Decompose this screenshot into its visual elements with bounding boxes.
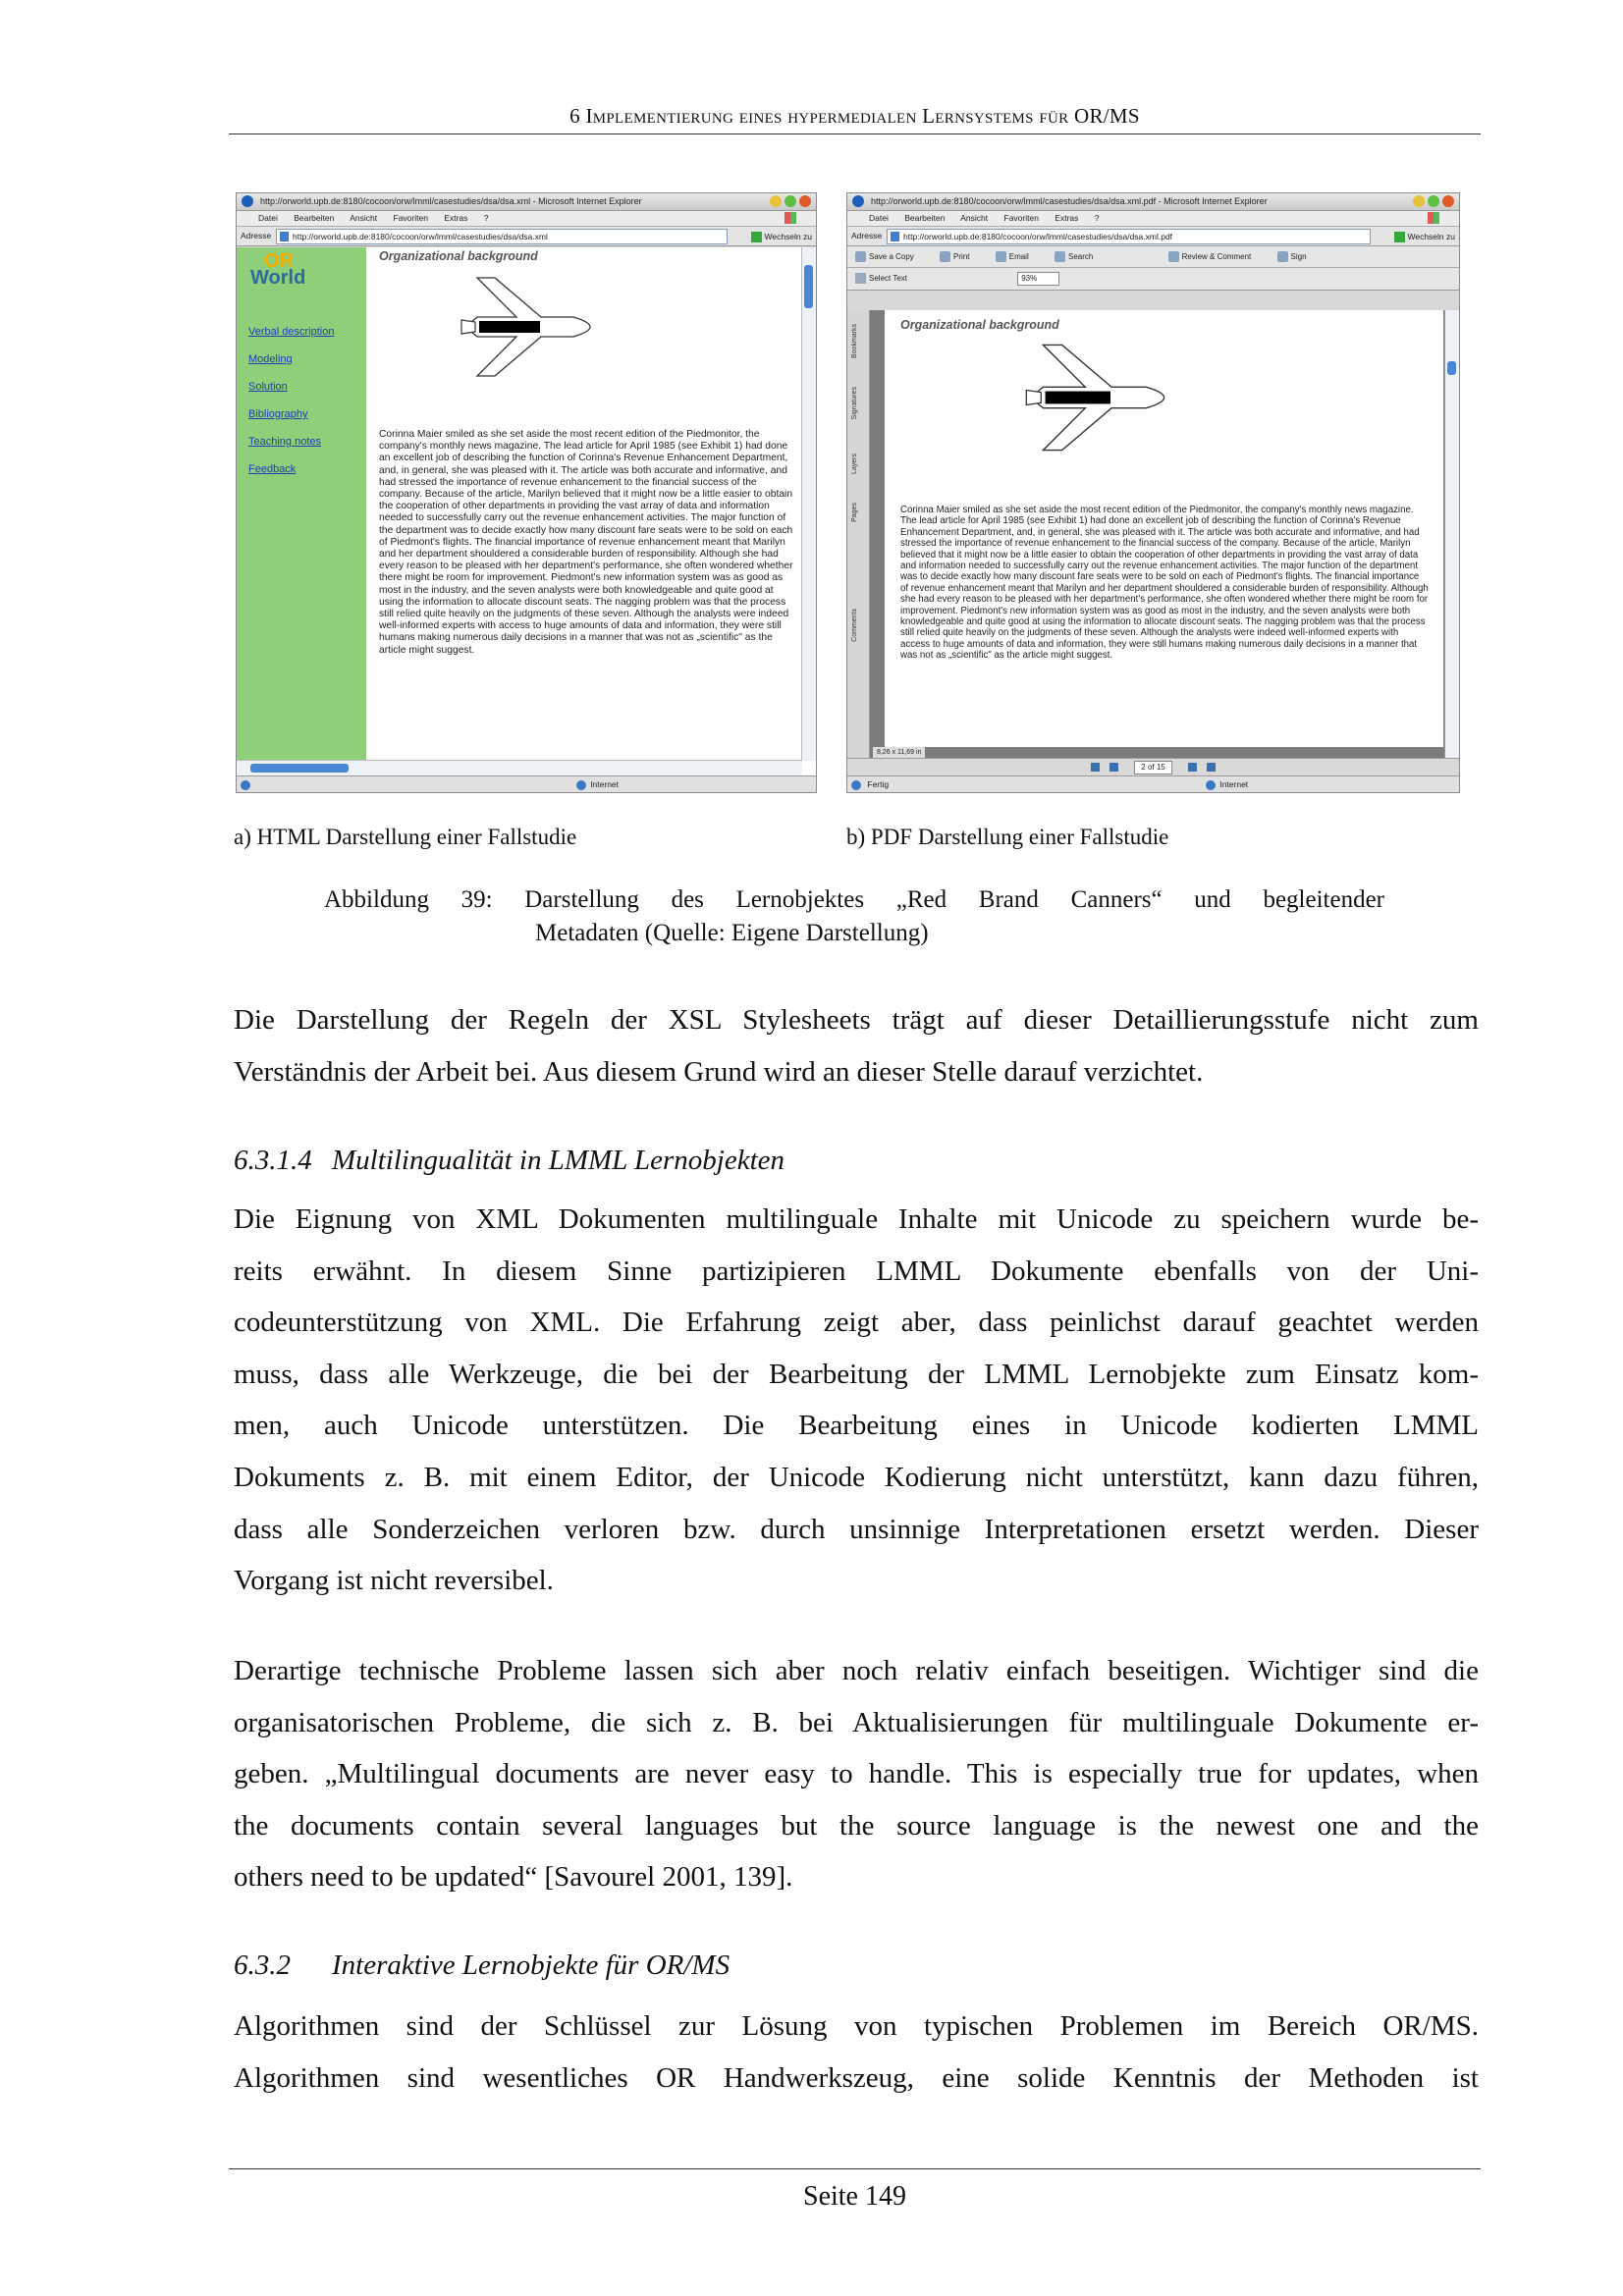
tab-signatures[interactable]: Signatures (851, 387, 858, 420)
menu-bearbeiten[interactable]: Bearbeiten (904, 213, 946, 223)
menu-favoriten[interactable]: Favoriten (393, 213, 428, 223)
page-footer (229, 2168, 1481, 2213)
orworld-sidebar (237, 247, 366, 761)
search-label: Search (1067, 252, 1094, 261)
logo-or: OR (264, 250, 294, 272)
page-size-info: 8,26 x 11,69 in (873, 747, 925, 759)
paragraph-organizational (234, 1645, 1479, 1903)
tab-layers[interactable]: Layers (851, 454, 858, 475)
menu-help[interactable]: ? (483, 213, 489, 223)
email-label: Email (1008, 252, 1029, 261)
menu-extras[interactable]: Extras (1055, 213, 1079, 223)
doc-title: Organizational background (379, 249, 538, 263)
zone-label (572, 776, 619, 792)
pdf-view-screenshot (846, 192, 1460, 793)
html-page-body (237, 247, 816, 776)
pdf-page (885, 310, 1443, 747)
select-text-button[interactable] (855, 274, 907, 283)
paragraph-xsl (234, 994, 1479, 1097)
browser-menubar (237, 211, 816, 227)
text-line: the documents contain several languages but the source language is the newest one and the (234, 1809, 1479, 1842)
text-line: geben. „Multilingual documents are never easy to handle. This is especially true for updates, when (234, 1758, 1479, 1790)
go-label: Wechseln zu (1407, 232, 1455, 241)
zoom-field[interactable]: 93% (1017, 272, 1059, 286)
menu-help[interactable]: ? (1094, 213, 1100, 223)
page-status-icon (241, 780, 250, 790)
running-header (229, 98, 1481, 134)
window-title: http://orworld.upb.de:8180/cocoon/orw/lmml/casestudies/dsa/dsa.xml.pdf - Microsoft Internet Explorer (871, 196, 1268, 206)
navigation-tabs (847, 310, 870, 759)
address-field[interactable] (887, 229, 1371, 244)
close-icon[interactable] (1442, 195, 1454, 207)
paragraph-multilingual (234, 1194, 1479, 1607)
address-value: http://orworld.upb.de:8180/cocoon/orw/lmml/casestudies/dsa/dsa.xml (293, 232, 548, 241)
window-title: http://orworld.upb.de:8180/cocoon/orw/lmml/casestudies/dsa/dsa.xml - Microsoft Internet Explorer (260, 196, 642, 206)
hand-tool-icon (855, 273, 866, 284)
status-text: Fertig (867, 779, 890, 789)
sidebar-links (248, 318, 334, 483)
address-field[interactable] (276, 229, 728, 244)
text-line: men, auch Unicode unterstützen. Die Bearbeitung eines in Unicode kodierten LMML (234, 1410, 1479, 1442)
page-status-icon (851, 780, 861, 790)
pdf-page-content (900, 316, 1434, 332)
section-heading-6314 (234, 1145, 784, 1177)
email-button[interactable] (996, 252, 1041, 261)
email-icon (996, 251, 1006, 262)
review-icon (1168, 251, 1179, 262)
sign-label: Sign (1290, 252, 1307, 261)
menu-favoriten[interactable]: Favoriten (1003, 213, 1039, 223)
windows-flag-icon (784, 212, 796, 224)
text-line: Verständnis der Arbeit bei. Aus diesem Grund wird an dieser Stelle darauf verzichtet. (234, 1055, 1204, 1088)
print-label: Print (953, 252, 970, 261)
running-header-text (229, 104, 1481, 129)
menu-extras[interactable]: Extras (444, 213, 468, 223)
go-arrow-icon (1394, 232, 1405, 242)
close-icon[interactable] (799, 195, 811, 207)
section-number: 6.3.1.4 (234, 1145, 312, 1176)
link-feedback[interactable]: Feedback (248, 463, 297, 475)
menu-datei[interactable]: Datei (258, 213, 278, 223)
address-bar (847, 227, 1459, 246)
figure-caption (324, 883, 1384, 950)
menu-ansicht[interactable]: Ansicht (350, 213, 378, 223)
section-heading-632 (234, 1949, 730, 1982)
windows-flag-icon (1428, 212, 1439, 224)
text-line: Algorithmen sind wesentliches OR Handwerkszeug, eine solide Kenntnis der Methoden ist (234, 2061, 1479, 2094)
link-teaching-notes[interactable]: Teaching notes (248, 436, 321, 448)
minimize-icon[interactable] (1413, 195, 1425, 207)
address-bar (237, 227, 816, 246)
minimize-icon[interactable] (770, 195, 782, 207)
menu-datei[interactable]: Datei (869, 213, 889, 223)
zone-text: Internet (1219, 779, 1249, 789)
text-line: Derartige technische Probleme lassen sich aber noch relativ einfach beseitigen. Wichtiger sind die (234, 1655, 1479, 1686)
logo-world: World (250, 267, 306, 289)
acrobat-toolbar-2 (847, 268, 1459, 291)
airplane-diagram (458, 273, 595, 381)
airplane-diagram (1022, 340, 1169, 455)
ie-logo-icon (852, 195, 864, 207)
paragraph-algorithms (234, 2001, 1479, 2104)
scroll-thumb[interactable] (1447, 361, 1456, 375)
scroll-thumb[interactable] (250, 764, 349, 773)
go-label: Wechseln zu (764, 232, 812, 241)
go-arrow-icon (751, 232, 762, 242)
browser-titlebar (847, 193, 1459, 211)
horizontal-scrollbar[interactable] (237, 760, 802, 776)
section-number: 6.3.2 (234, 1949, 291, 1981)
text-line: Algorithmen sind der Schlüssel zur Lösung von typischen Problemen im Bereich OR/MS. (234, 2010, 1479, 2042)
link-solution[interactable]: Solution (248, 381, 288, 393)
go-button[interactable] (1394, 228, 1455, 246)
zone-text: Internet (590, 779, 620, 789)
acrobat-toolbar (847, 246, 1459, 268)
search-icon (1055, 251, 1065, 262)
browser-titlebar (237, 193, 816, 211)
doc-title: Organizational background (900, 318, 1059, 332)
text-line: Die Darstellung der Regeln der XSL Stylesheets trägt auf dieser Detaillierungsstufe nicht zum (234, 1004, 1479, 1036)
html-view-screenshot (236, 192, 817, 793)
ie-logo-icon (242, 195, 253, 207)
link-verbal-description[interactable]: Verbal description (248, 326, 335, 338)
search-button[interactable] (1055, 252, 1105, 261)
menu-ansicht[interactable]: Ansicht (960, 213, 989, 223)
scroll-thumb[interactable] (804, 265, 813, 308)
browser-menubar (847, 211, 1459, 227)
print-icon (940, 251, 950, 262)
page-icon (891, 232, 899, 241)
address-label: Adresse (851, 231, 883, 240)
internet-zone-icon (1206, 780, 1216, 790)
page-icon (280, 232, 289, 241)
text-line: Dokuments z. B. mit einem Editor, der Unicode Kodierung nicht unterstützt, kann dazu führen, (234, 1461, 1479, 1493)
chapter-title: Implementierung eines hypermedialen Lernsystems für OR/MS (585, 104, 1140, 128)
statusbar (847, 775, 1459, 792)
text-line: others need to be updated“ [Savourel 2001, 139]. (234, 1861, 793, 1894)
subcaption-a: a) HTML Darstellung einer Fallstudie (234, 825, 577, 849)
tab-comments[interactable]: Comments (851, 609, 858, 642)
statusbar (237, 775, 816, 792)
subcaption-b: b) PDF Darstellung einer Fallstudie (846, 825, 1169, 849)
window-buttons (1410, 195, 1454, 211)
text-line: reits erwähnt. In diesem Sinne partizipieren LMML Dokumente ebenfalls von der Uni- (234, 1255, 1479, 1287)
page-navigation (847, 758, 1459, 775)
next-page-icon[interactable] (1188, 763, 1197, 772)
vertical-scrollbar[interactable] (1444, 310, 1459, 759)
case-study-text: Corinna Maier smiled as she set aside the most recent edition of the Piedmonitor, the company's monthly news magazine. The lead article for April 1985 (see Exhibit 1) had done an excellent job of describing the function of Corinna's Revenue Enhancement Department, and, in general, she was pleased with it. The article was both accurate and informative, and had stressed the importance of revenue enhancement to the financial success of the company. Because of the article, Marilyn believed that it might now be a little easier to obtain the cooperation of other departments in providing the vast array of data and information needed to successfully carry out the revenue enhancement activities. The major function of the department was to decide exactly how many discount fare seats were to be sold on each of Piedmont's flights. The financial importance of revenue enhancement meant that Marilyn and her department shouldered a considerable burden of responsibility. Although she had every reason to be pleased with her department's performance, she often wondered whether there might be room for improvement. Piedmont's new information system was as good as most in the industry, and the seven analysts were both knowledgeable and quite good at using the information to allocate discount seats. The nagging problem was that the process still relied quite heavily on the judgments of these seven. Although the analysts were indeed well-informed experts with access to huge amounts of data and information, they were still humans making numerous daily decisions in a manner that was not as „scientific" as the article might suggest. (900, 505, 1429, 662)
text-line: Die Eignung von XML Dokumenten multilinguale Inhalte mit Unicode zu speichern wurde be- (234, 1203, 1479, 1235)
menu-bearbeiten[interactable]: Bearbeiten (294, 213, 335, 223)
html-content (379, 247, 798, 761)
print-button[interactable] (940, 252, 981, 261)
select-text-label: Select Text (869, 274, 907, 283)
orworld-logo (250, 250, 306, 289)
review-label: Review & Comment (1181, 252, 1252, 261)
go-button[interactable] (751, 228, 812, 246)
internet-zone-icon (576, 780, 586, 790)
link-modeling[interactable]: Modeling (248, 353, 293, 365)
text-line: codeunterstützung von XML. Die Erfahrung zeigt aber, dass peinlichst darauf geachtet werden (234, 1307, 1479, 1339)
sign-icon (1277, 251, 1288, 262)
link-bibliography[interactable]: Bibliography (248, 408, 308, 420)
vertical-scrollbar[interactable] (801, 247, 816, 761)
last-page-icon[interactable] (1207, 763, 1216, 772)
tab-bookmarks[interactable]: Bookmarks (851, 324, 858, 359)
section-title: Interaktive Lernobjekte für OR/MS (332, 1949, 730, 1981)
pdf-viewer (847, 310, 1459, 759)
page-number-field[interactable]: 2 of 15 (1134, 761, 1171, 774)
save-copy-button[interactable] (855, 252, 926, 261)
maximize-icon[interactable] (784, 195, 796, 207)
window-buttons (767, 195, 811, 211)
address-value: http://orworld.upb.de:8180/cocoon/orw/lmml/casestudies/dsa/dsa.xml.pdf (903, 232, 1173, 241)
first-page-icon[interactable] (1091, 763, 1100, 772)
prev-page-icon[interactable] (1109, 763, 1118, 772)
tab-pages[interactable]: Pages (851, 503, 858, 522)
save-copy-label: Save a Copy (869, 252, 914, 261)
chapter-number: 6 (569, 104, 580, 128)
maximize-icon[interactable] (1428, 195, 1439, 207)
page-number: Seite 149 (803, 2181, 906, 2212)
text-line: muss, dass alle Werkzeuge, die bei der Bearbeitung der LMML Lernobjekte zum Einsatz kom- (234, 1358, 1479, 1390)
figure-caption-line-2: Metadaten (Quelle: Eigene Darstellung) (535, 920, 929, 946)
text-line: organisatorischen Probleme, die sich z. B. bei Aktualisierungen für multilinguale Dokumente er- (234, 1706, 1479, 1738)
save-icon (855, 251, 866, 262)
section-title: Multilingualität in LMML Lernobjekten (332, 1145, 785, 1176)
address-label: Adresse (241, 231, 272, 240)
review-comment-button[interactable] (1168, 252, 1264, 261)
zone-label (1202, 776, 1248, 792)
figure-caption-line-1: Abbildung 39: Darstellung des Lernobjektes „Red Brand Canners“ und begleitender (324, 886, 1384, 913)
text-line: dass alle Sonderzeichen verloren bzw. durch unsinnige Interpretationen ersetzt werden. Dieser (234, 1513, 1479, 1545)
sign-button[interactable] (1277, 252, 1319, 261)
text-line: Vorgang ist nicht reversibel. (234, 1565, 554, 1597)
case-study-text: Corinna Maier smiled as she set aside the most recent edition of the Piedmonitor, the company's monthly news magazine. The lead article for April 1985 (see Exhibit 1) had done an excellent job of describing the function of Corinna's Revenue Enhancement Department, and, in general, she was pleased with it. The article was both accurate and informative, and had stressed the importance of revenue enhancement to the financial success of the company. Because of the article, Marilyn believed that it might now be a little easier to obtain the cooperation of other departments in providing the vast array of data and information needed to successfully carry out the revenue enhancement activities. The major function of the department was to decide exactly how many discount fare seats were to be sold on each of Piedmont's flights. The financial importance of revenue enhancement meant that Marilyn and her department shouldered a considerable burden of responsibility. Although she had every reason to be pleased with her department's performance, she often wondered whether there might be room for improvement. Piedmont's new information system was as good as most in the industry, and the seven analysts were both knowledgeable and quite good at using the information to allocate discount seats. The nagging problem was that the process still relied quite heavily on the judgments of these seven. Although the analysts were indeed well-informed experts with access to huge amounts of data and information, they were still humans making numerous daily decisions in a manner that was not as „scientific" as the article might suggest. (379, 429, 793, 656)
